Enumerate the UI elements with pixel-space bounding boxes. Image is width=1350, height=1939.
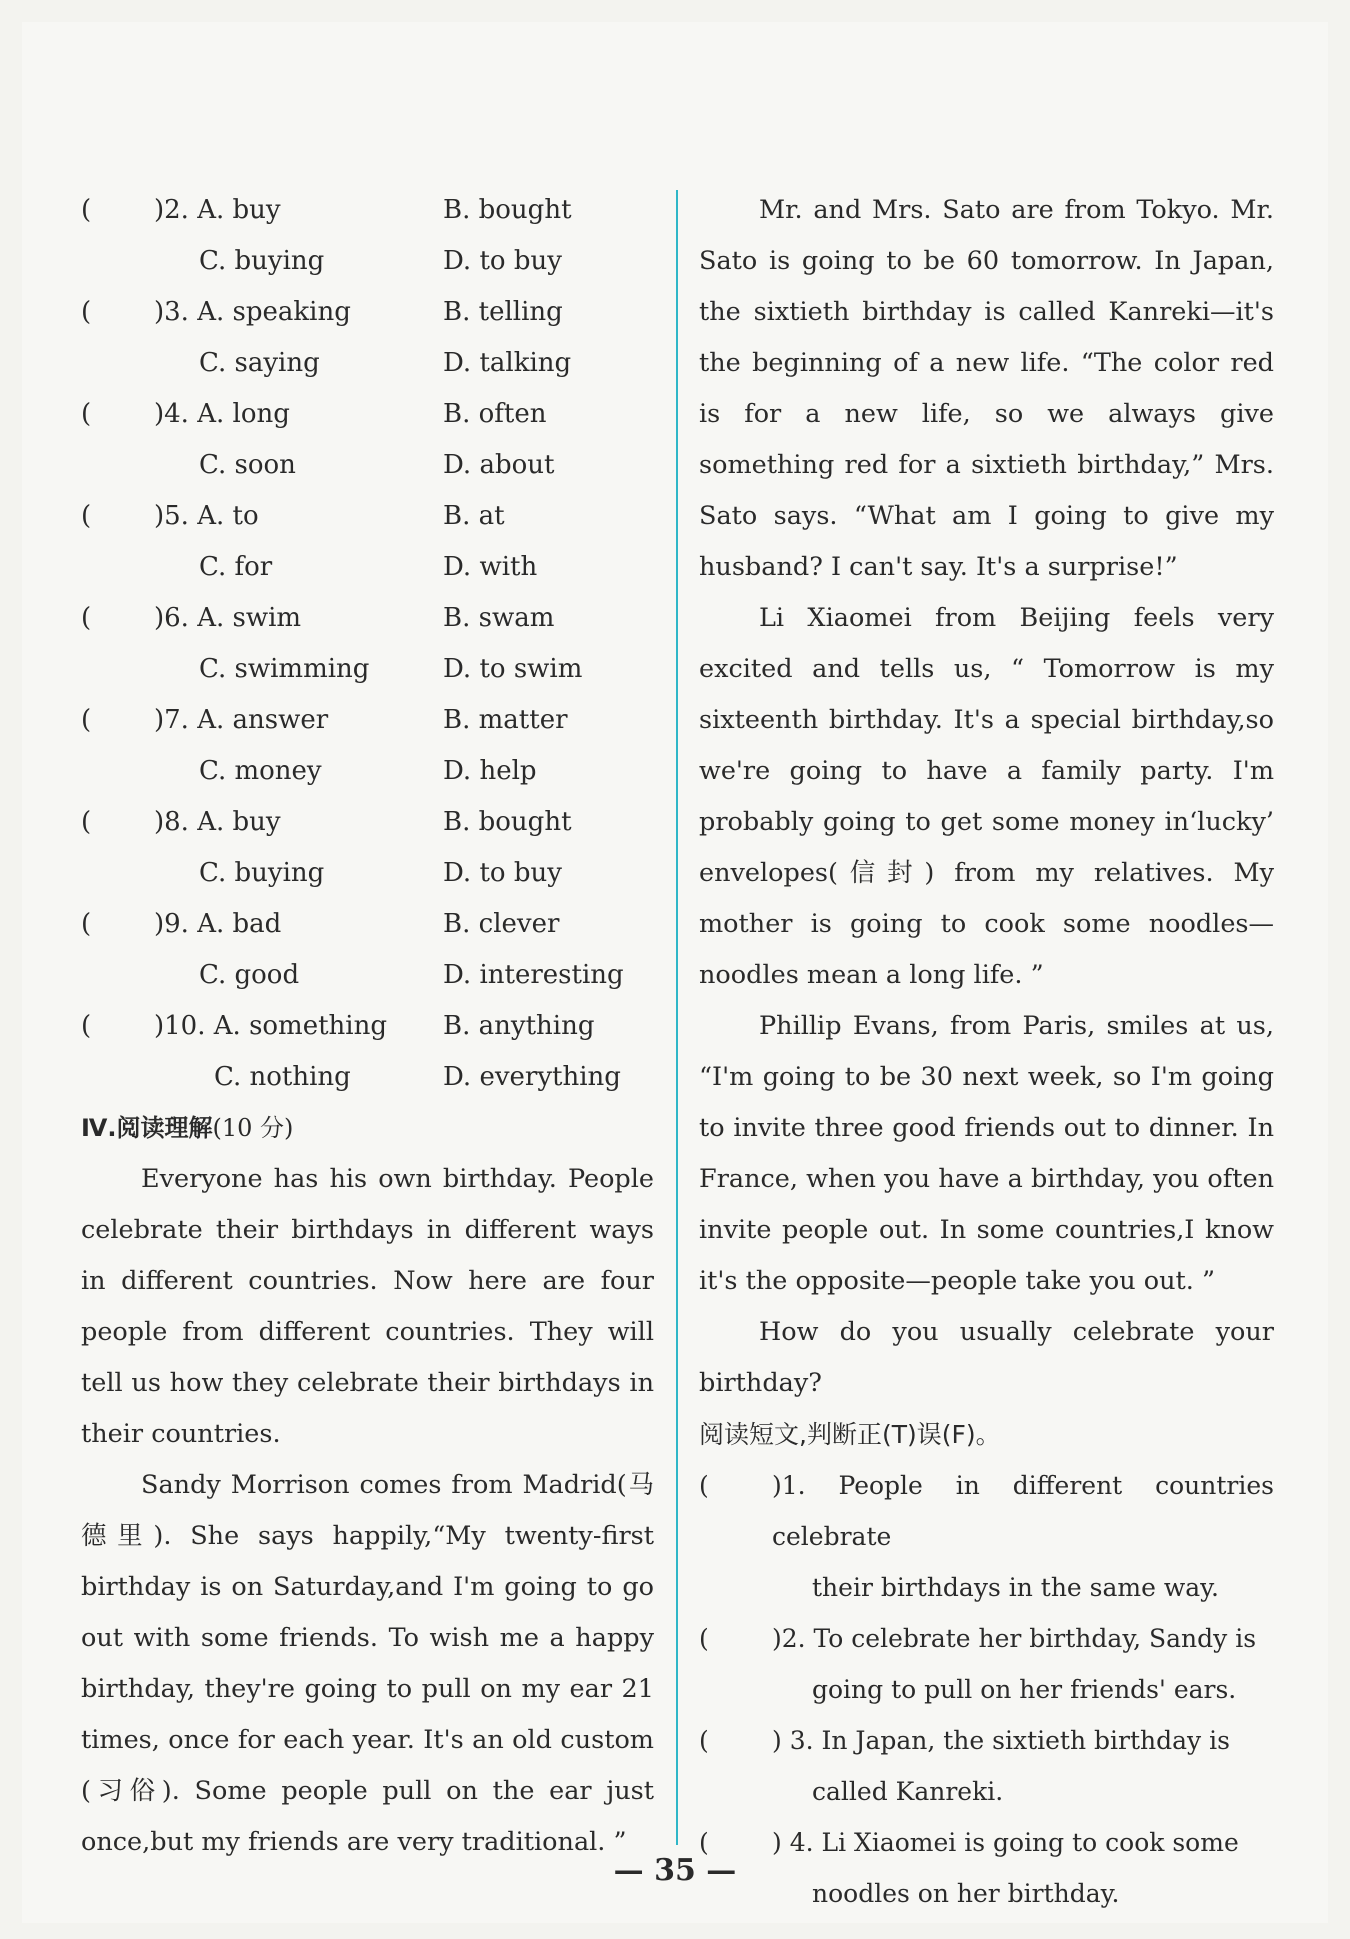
cloze-options (81, 185, 654, 1103)
option-b: B. swam (443, 603, 555, 633)
question-text: )1. People in different countries celebrate (772, 1471, 1274, 1551)
option-c: C. buying (199, 246, 325, 276)
option-d: D. to buy (443, 858, 562, 888)
option-b: B. anything (443, 1011, 595, 1041)
right-column (699, 185, 1274, 1919)
page-number: — 35 — (613, 1853, 737, 1888)
option-d: D. to buy (443, 246, 562, 276)
passage-paragraph-4: Li Xiaomei from Beijing feels very excited and tells us, “ Tomorrow is my sixteenth birthday. It's a special birthday,so we're going to have a family party. I'm probably going to get some money in‘lucky’ envelopes(信封) from my relatives. My mother is going to cook some noodles—noodles mean a long life. ” (699, 603, 1274, 990)
question-item (699, 1460, 1274, 1613)
option-a: )5. A. to (154, 501, 259, 531)
option-c: C. swimming (199, 654, 370, 684)
option-d: D. talking (443, 348, 572, 378)
option-c: C. saying (199, 348, 320, 378)
answer-blank: ( (81, 603, 92, 633)
option-a: )2. A. buy (154, 195, 281, 225)
answer-blank: ( (81, 1011, 92, 1041)
option-a: )10. A. something (154, 1011, 387, 1041)
option-d: D. with (443, 552, 538, 582)
option-b: B. often (443, 399, 547, 429)
option-b: B. at (443, 501, 505, 531)
passage-paragraph-5: Phillip Evans, from Paris, smiles at us, “I'm going to be 30 next week, so I'm going to invite three good friends out to dinner. In France, when you have a birthday, you often invite people out. In some countries,I know it's the opposite—people take you out. ” (699, 1011, 1274, 1296)
question-item (699, 1613, 1274, 1715)
question-text-continued: their birthdays in the same way. (812, 1573, 1219, 1602)
option-d: D. help (443, 756, 537, 786)
option-c: C. money (199, 756, 322, 786)
option-d: D. to swim (443, 654, 583, 684)
question-text: )2. To celebrate her birthday, Sandy is (772, 1624, 1257, 1653)
option-a: )7. A. answer (154, 705, 329, 735)
cloze-row-ab (81, 287, 654, 338)
option-d: D. interesting (443, 960, 624, 990)
cloze-row-cd (81, 338, 654, 389)
cloze-row-ab (81, 593, 654, 644)
option-a: )6. A. swim (154, 603, 302, 633)
question-item (699, 1715, 1274, 1817)
question-text-continued: called Kanreki. (812, 1777, 1004, 1806)
option-c: C. buying (199, 858, 325, 888)
option-b: B. telling (443, 297, 563, 327)
option-a: )3. A. speaking (154, 297, 351, 327)
instruction: 阅读短文,判断正(T)误(F)。 (699, 1420, 1001, 1449)
answer-blank: ( (699, 1624, 709, 1653)
answer-blank: ( (699, 1828, 709, 1857)
section-title (81, 1103, 654, 1154)
cloze-row-ab (81, 899, 654, 950)
cloze-row-cd (81, 950, 654, 1001)
option-b: B. bought (443, 807, 572, 837)
cloze-row-ab (81, 1001, 654, 1052)
section-points: (10 分) (212, 1114, 294, 1142)
option-c: C. nothing (214, 1062, 351, 1092)
question-text: ) 3. In Japan, the sixtieth birthday is (772, 1726, 1230, 1755)
answer-blank: ( (81, 399, 92, 429)
section-title-text: Ⅳ.阅读理解 (81, 1114, 213, 1142)
true-false-questions (699, 1460, 1274, 1919)
question-text-continued: noodles on her birthday. (812, 1879, 1120, 1908)
answer-blank: ( (81, 705, 92, 735)
cloze-row-ab (81, 797, 654, 848)
cloze-row-cd (81, 848, 654, 899)
answer-blank: ( (699, 1471, 709, 1500)
cloze-row-cd (81, 440, 654, 491)
question-text: ) 4. Li Xiaomei is going to cook some (772, 1828, 1239, 1857)
question-text-continued: going to pull on her friends' ears. (812, 1675, 1237, 1704)
option-c: C. soon (199, 450, 296, 480)
left-column (81, 185, 654, 1868)
cloze-row-ab (81, 389, 654, 440)
option-a: )8. A. buy (154, 807, 281, 837)
cloze-row-cd (81, 644, 654, 695)
option-b: B. matter (443, 705, 568, 735)
answer-blank: ( (699, 1726, 709, 1755)
answer-blank: ( (81, 501, 92, 531)
passage-paragraph-3: Mr. and Mrs. Sato are from Tokyo. Mr. Sato is going to be 60 tomorrow. In Japan, the sixtieth birthday is called Kanreki—it's the beginning of a new life. “The color red is for a new life, so we always give something red for a sixtieth birthday,” Mrs. Sato says. “What am I going to give my husband? I can't say. It's a surprise!” (699, 195, 1274, 582)
cloze-row-ab (81, 491, 654, 542)
option-d: D. about (443, 450, 555, 480)
option-c: C. good (199, 960, 300, 990)
answer-blank: ( (81, 909, 92, 939)
cloze-row-cd (81, 236, 654, 287)
option-c: C. for (199, 552, 273, 582)
answer-blank: ( (81, 807, 92, 837)
passage-paragraph-6: How do you usually celebrate your birthday? (699, 1317, 1274, 1398)
cloze-row-cd (81, 542, 654, 593)
passage-paragraph-1: Everyone has his own birthday. People celebrate their birthdays in different ways in different countries. Now here are four people from different countries. They will tell us how they celebrate their birthdays in their countries. (81, 1164, 654, 1449)
option-a: )9. A. bad (154, 909, 282, 939)
cloze-row-cd (81, 1052, 654, 1103)
column-divider (676, 190, 678, 1845)
option-a: )4. A. long (154, 399, 290, 429)
passage-paragraph-2: Sandy Morrison comes from Madrid(马德里). She says happily,“My twenty-first birthday is on Saturday,and I'm going to go out with some friends. To wish me a happy birthday, they're going to pull on my ear 21 times, once for each year. It's an old custom (习俗). Some people pull on the ear just once,but my friends are very traditional. ” (81, 1470, 654, 1857)
cloze-row-ab (81, 695, 654, 746)
cloze-row-ab (81, 185, 654, 236)
cloze-row-cd (81, 746, 654, 797)
option-b: B. bought (443, 195, 572, 225)
answer-blank: ( (81, 297, 92, 327)
option-b: B. clever (443, 909, 560, 939)
answer-blank: ( (81, 195, 92, 225)
option-d: D. everything (443, 1062, 621, 1092)
